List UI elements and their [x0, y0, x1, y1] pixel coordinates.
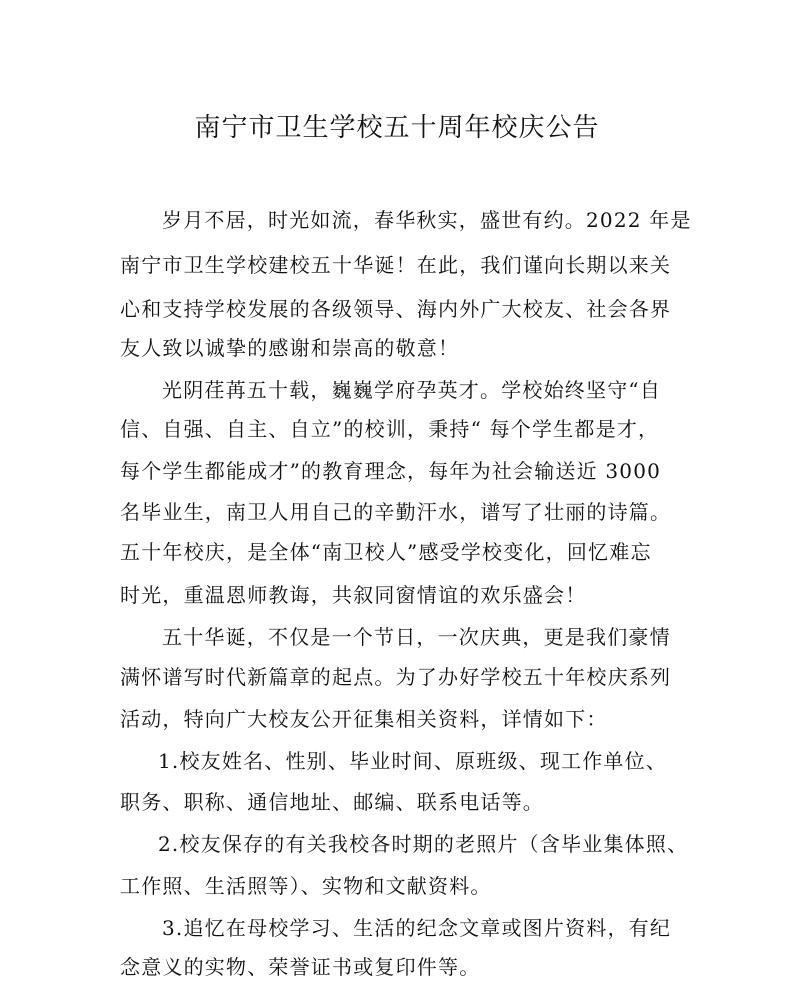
paragraph-1-line-3: 心和支持学校发展的各级领导、海内外广大校友、社会各界: [120, 297, 672, 321]
list-item-2-line-1: 2.校友保存的有关我校各时期的老照片（含毕业集体照、: [158, 832, 689, 856]
list-item-1-line-1: 1.校友姓名、性别、毕业时间、原班级、现工作单位、: [158, 749, 668, 773]
paragraph-2-line-4: 名毕业生，南卫人用自己的辛勤汗水，谱写了壮丽的诗篇。: [120, 500, 672, 524]
list-item-3-line-2: 念意义的实物、荣誉证书或复印件等。: [120, 955, 481, 979]
document-title: 南宁市卫生学校五十周年校庆公告: [194, 113, 600, 143]
list-item-1-line-2: 职务、职称、通信地址、邮编、联系电话等。: [120, 790, 544, 814]
paragraph-2-line-2: 信、自强、自主、自立”的校训，秉持“ 每个学生都是才，: [120, 417, 660, 441]
paragraph-1-line-2: 南宁市卫生学校建校五十华诞！在此，我们谨向长期以来关: [120, 253, 672, 277]
paragraph-1-line-4: 友人致以诚挚的感谢和崇高的敬意！: [120, 336, 460, 360]
paragraph-2-line-1: 光阴荏苒五十载，巍巍学府孕英才。学校始终坚守“自: [162, 378, 662, 402]
paragraph-3-line-1: 五十华诞，不仅是一个节日，一次庆典，更是我们豪情: [162, 625, 671, 649]
list-item-3-line-1: 3.追忆在母校学习、生活的纪念文章或图片资料，有纪: [162, 916, 672, 940]
paragraph-2-line-3: 每个学生都能成才”的教育理念，每年为社会输送近 3000: [120, 459, 662, 483]
list-item-2-line-2: 工作照、生活照等）、实物和文献资料。: [120, 874, 492, 898]
paragraph-3-line-2: 满怀谱写时代新篇章的起点。为了办好学校五十年校庆系列: [120, 665, 672, 689]
paragraph-2-line-6: 时光，重温恩师教诲，共叙同窗情谊的欢乐盛会！: [120, 583, 587, 607]
paragraph-2-line-5: 五十年校庆，是全体“南卫校人”感受学校变化，回忆难忘: [120, 540, 652, 564]
paragraph-3-line-3: 活动，特向广大校友公开征集相关资料，详情如下：: [120, 707, 608, 731]
paragraph-1-line-1: 岁月不居，时光如流，春华秋实，盛世有约。2022 年是: [162, 208, 692, 232]
